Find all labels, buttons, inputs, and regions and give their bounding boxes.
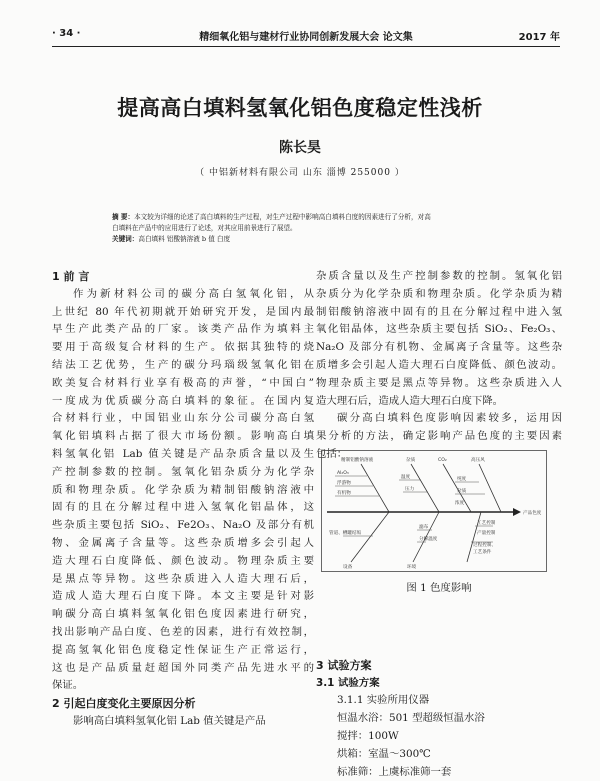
text-line: 果分析的方法，确定影响产品色度的主要因素 <box>316 430 562 443</box>
fig-label: 温度 <box>401 475 411 480</box>
section-1-heading: 1 前 言 <box>52 270 90 283</box>
bone-line <box>411 464 439 512</box>
text-line: 质增多会引起人造大理石白度降低、颜色波动。 <box>316 358 562 371</box>
abstract-line-1 <box>112 212 512 223</box>
text-line: 标准筛：上虞标准筛一套 <box>337 765 452 778</box>
text-line: 烘箱：室温～300℃ <box>337 747 431 760</box>
text-line: 物、金属离子含量等。这些杂质增多会引起人 <box>52 536 314 549</box>
abstract <box>112 212 512 245</box>
text-line: 3.1.1 实验所用仪器 <box>337 694 430 707</box>
text-line: 杂质分为化学杂质和物理杂质。化学杂质为精 <box>316 287 562 300</box>
fig-label: 有机物 <box>337 491 351 496</box>
fig-label: 浮游物 <box>337 481 351 486</box>
running-header <box>52 28 560 44</box>
text-line: 保证。 <box>52 679 84 692</box>
page-number: · 34 · <box>52 28 81 39</box>
section-2-heading: 2 引起白度变化主要原因分析 <box>52 697 196 711</box>
fig-label: 纯度 <box>457 477 467 482</box>
fig-label: CO₂ <box>438 458 447 463</box>
fig-label: 压力 <box>405 487 415 492</box>
fig-label: 杂质 <box>457 489 467 494</box>
conference-title: 精细氧化铝与建材行业协同创新发展大会 论文集 <box>199 32 413 43</box>
text-line: 响碳分高白填料氢氧化铝色度因素进行研究， <box>52 608 314 621</box>
text-line: 一度成为优质碳分高白填料的象征。在国内复 <box>52 394 314 407</box>
text-line: 欧美复合材料行业享有极高的声誉，“中国白” <box>52 376 314 389</box>
text-line: 找出影响产品白度、色差的因素，进行有效控制， <box>52 625 314 638</box>
figure-frame <box>322 451 547 572</box>
fig-label: 过程控制、 <box>473 543 496 548</box>
fig-label: 产量控制 <box>477 531 496 536</box>
fig-label: 环境 <box>407 565 417 570</box>
keywords-label: 关键词： <box>112 235 139 243</box>
header-year: 2017 年 <box>518 32 560 43</box>
fig-label: 精制铝酸钠溶液 <box>341 458 374 463</box>
text-line: 恒温水浴：501 型超级恒温水浴 <box>337 712 485 725</box>
fig-label: 滤布 <box>419 525 429 530</box>
text-line: 这也是产品质量赶超国外同类产品先进水平的 <box>52 661 314 674</box>
text-line: 合材料行业，中国铝业山东分公司碳分高白氢 <box>52 412 314 425</box>
abstract-label: 摘 要： <box>112 213 135 221</box>
text-line: 提高氢氧化铝色度稳定性保证生产正常运行， <box>52 643 314 656</box>
bone-line <box>479 464 501 512</box>
left-column <box>52 268 314 731</box>
text-line: 些杂质主要包括 SiO₂、Fe2O₃、Na₂O 及部分有机 <box>52 519 314 532</box>
text-line: 杂质含量以及生产控制参数的控制。氢氧化铝 <box>316 270 562 282</box>
spine-arrow <box>513 508 521 516</box>
fishbone-diagram <box>321 450 547 572</box>
section-3-1-heading: 3.1 试验方案 <box>316 676 380 689</box>
fig-label: 杂质 <box>406 458 416 463</box>
keywords-line <box>112 234 512 245</box>
abstract-line-2: 白填料在产品中的应用进行了论述，对其应用前景进行了展望。 <box>112 224 297 232</box>
text-line: 作为新材料公司的碳分高白氢氧化铝，从 <box>73 287 314 300</box>
text-line: 物理杂质主要是黑点等异物。这些杂质进入人 <box>316 376 562 389</box>
text-line: 固有的且在分解过程中进入氢氧化铝晶体，这 <box>52 501 314 514</box>
keywords: 高白填料 铝酸钠溶液 b 值 白度 <box>138 235 231 243</box>
fig-label: 工艺条件 <box>473 550 492 555</box>
text-line: 碳分高白填料色度影响因素较多，运用因 <box>337 412 562 425</box>
fig-label: 工艺控制 <box>477 521 496 526</box>
section-1-body <box>52 286 314 695</box>
fig-label: 高压风 <box>471 458 485 463</box>
text-line: 制铝酸钠溶液中固有的且在分解过程中进入氢 <box>316 305 562 318</box>
header-rule <box>52 46 560 47</box>
text-line: Na₂O 及部分有机物、金属离子含量等。这些杂 <box>316 341 562 354</box>
fig-label: 分解温度 <box>419 537 438 542</box>
text-line: 质和物理杂质。化学杂质为精制铝酸钠溶液中 <box>52 483 314 496</box>
bone-line <box>351 512 389 562</box>
text-line: 包括： <box>316 447 348 460</box>
fig-label: 浓度 <box>455 501 465 506</box>
text-line: 影响高白填料氢氧化铝 Lab 值关键是产品 <box>73 714 266 727</box>
abstract-text: 本文较为详细的论述了高白填料的生产过程，对生产过程中影响高白填料白度的因素进行了分析，对高 <box>134 213 431 221</box>
text-line: 造成人造大理石白度下降。本文主要是针对影 <box>52 590 314 603</box>
text-line: 上世纪 80 年代初期就开始研究开发，是国内最 <box>52 305 314 318</box>
paper-title: 提高高白填料氢氧化铝色度稳定性浅析 <box>117 96 483 120</box>
text-line: 产控制参数的控制。氢氧化铝杂质分为化学杂 <box>52 465 314 478</box>
text-line: 料氢氧化铝 Lab 值关键是产品杂质含量以及生 <box>52 447 314 460</box>
text-line: 是黑点等异物。这些杂质进入人造大理石后， <box>52 572 314 585</box>
text-line: 氧化铝晶体，这些杂质主要包括 SiO₂、Fe₂O₃、 <box>316 323 562 336</box>
text-line: 要用于高级复合材料的生产。依据其独特的烧 <box>52 341 314 354</box>
fig-label: Al₂O₃ <box>337 471 349 476</box>
fig-label: 设备 <box>343 565 353 570</box>
text-line: 造大理石白度降低、颜色波动。物理杂质主要 <box>52 554 314 567</box>
fig-label: 产品色度 <box>523 511 542 516</box>
affiliation: （ 中铝新材料有限公司 山东 淄博 255000 ） <box>195 168 405 178</box>
fig-label: 管道、槽罐结垢 <box>329 531 362 536</box>
bone-line <box>361 464 389 512</box>
section-3-heading: 3 试验方案 <box>316 658 372 672</box>
text-line: 氧化铝填料占据了很大市场份额。影响高白填 <box>52 430 314 443</box>
text-line: 早生产此类产品的厂家。该类产品作为填料主 <box>52 323 314 336</box>
text-line: 搅拌：100W <box>337 729 399 742</box>
figure-caption: 图 1 色度影响 <box>406 582 472 594</box>
author-name: 陈长昊 <box>279 140 321 156</box>
text-line: 造大理石后，造成人造大理石白度下降。 <box>316 394 504 407</box>
text-line: 结法工艺优势，生产的碳分玛瑙级氢氧化铝在 <box>52 358 314 371</box>
